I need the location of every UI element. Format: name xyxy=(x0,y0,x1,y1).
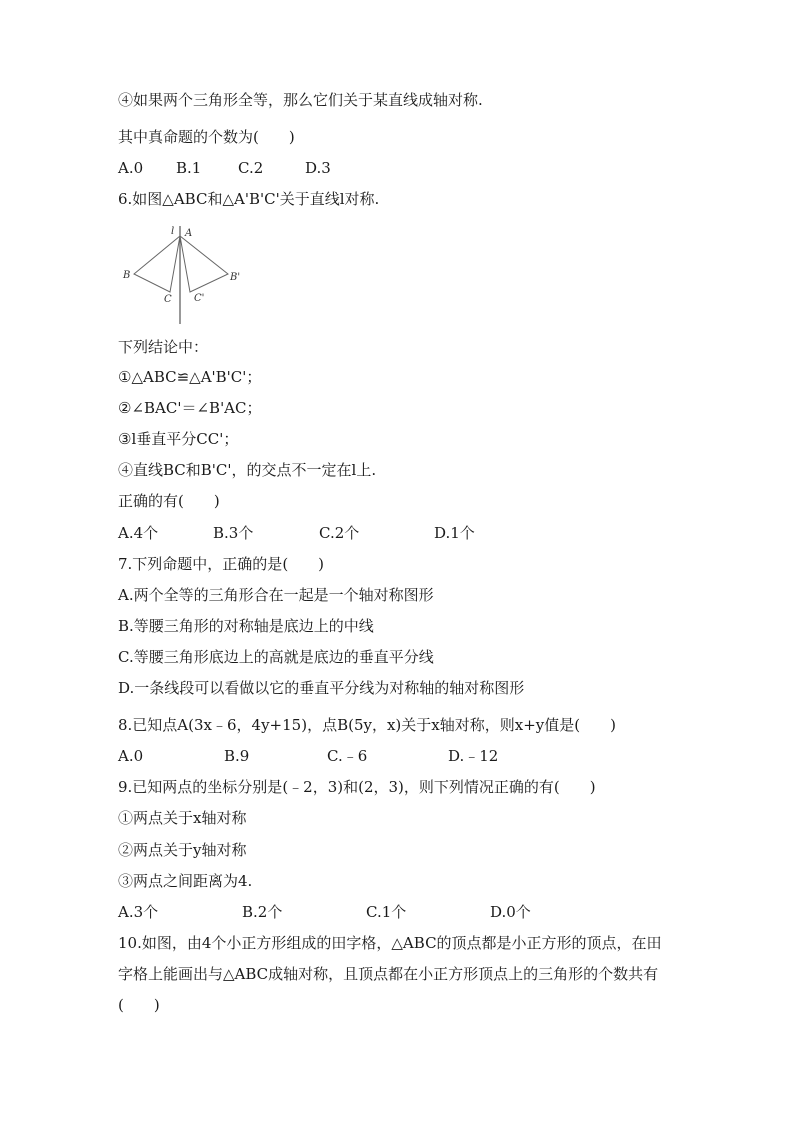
label-b: B xyxy=(123,270,131,281)
conclusion-2: ②∠BAC'＝∠B'AC； xyxy=(118,399,262,417)
label-a: A xyxy=(185,228,193,239)
option-b: B.1 xyxy=(176,159,202,177)
question-7-stem: 7.下列命题中，正确的是( ) xyxy=(118,555,325,573)
question-7-option-b: B.等腰三角形的对称轴是底边上的中线 xyxy=(118,617,374,635)
label-b-prime: B' xyxy=(230,272,241,283)
label-c-prime: C' xyxy=(194,293,205,304)
question-7-option-a: A.两个全等的三角形合在一起是一个轴对称图形 xyxy=(118,586,434,604)
option-d: D.1个 xyxy=(434,524,475,542)
option-c: C.﹣6 xyxy=(327,747,368,765)
option-c: C.2 xyxy=(238,159,264,177)
question-5-stem: 其中真命题的个数为( ) xyxy=(118,128,295,146)
question-7-option-c: C.等腰三角形底边上的高就是底边的垂直平分线 xyxy=(118,648,434,666)
option-a: A.3个 xyxy=(118,903,159,921)
question-6-stem: 6.如图△ABC和△A'B'C'关于直线l对称. xyxy=(118,190,380,208)
question-10-line-3: ( ) xyxy=(118,996,160,1014)
conclusion-3: ③l垂直平分CC'； xyxy=(118,430,239,448)
question-10-line-1: 10.如图，由4个小正方形组成的田字格，△ABC的顶点都是小正方形的顶点，在田 xyxy=(118,934,662,952)
option-c: C.1个 xyxy=(366,903,407,921)
option-d: D.3 xyxy=(305,159,331,177)
question-9-item-2: ②两点关于y轴对称 xyxy=(118,841,247,859)
option-b: B.9 xyxy=(224,747,250,765)
triangle-abc-prime xyxy=(180,236,228,292)
conclusion-1: ①△ABC≌△A'B'C'； xyxy=(118,368,262,386)
symmetry-figure xyxy=(118,222,258,326)
question-7-option-d: D.一条线段可以看做以它的垂直平分线为对称轴的轴对称图形 xyxy=(118,679,525,697)
option-a: A.0 xyxy=(118,159,144,177)
symmetry-diagram xyxy=(118,222,258,326)
question-9-item-3: ③两点之间距离为4. xyxy=(118,872,253,890)
question-6-ask: 正确的有( ) xyxy=(118,492,220,510)
conclusion-intro: 下列结论中： xyxy=(118,338,209,356)
option-d: D.﹣12 xyxy=(448,747,499,765)
statement-4: ④如果两个三角形全等，那么它们关于某直线成轴对称. xyxy=(118,91,483,109)
question-9-item-1: ①两点关于x轴对称 xyxy=(118,809,247,827)
question-9-stem: 9.已知两点的坐标分别是(﹣2，3)和(2，3)，则下列情况正确的有( ) xyxy=(118,778,596,796)
conclusion-4: ④直线BC和B'C'，的交点不一定在l上. xyxy=(118,461,377,479)
option-b: B.2个 xyxy=(242,903,283,921)
triangle-abc xyxy=(134,236,180,292)
label-l: l xyxy=(171,226,175,237)
label-c: C xyxy=(164,294,172,305)
option-a: A.0 xyxy=(118,747,144,765)
option-a: A.4个 xyxy=(118,524,159,542)
option-c: C.2个 xyxy=(319,524,360,542)
question-8-stem: 8.已知点A(3x﹣6，4y+15)，点B(5y，x)关于x轴对称，则x+y值是( ) xyxy=(118,716,616,734)
option-d: D.0个 xyxy=(490,903,531,921)
question-10-line-2: 字格上能画出与△ABC成轴对称，且顶点都在小正方形顶点上的三角形的个数共有 xyxy=(118,965,659,983)
option-b: B.3个 xyxy=(213,524,254,542)
